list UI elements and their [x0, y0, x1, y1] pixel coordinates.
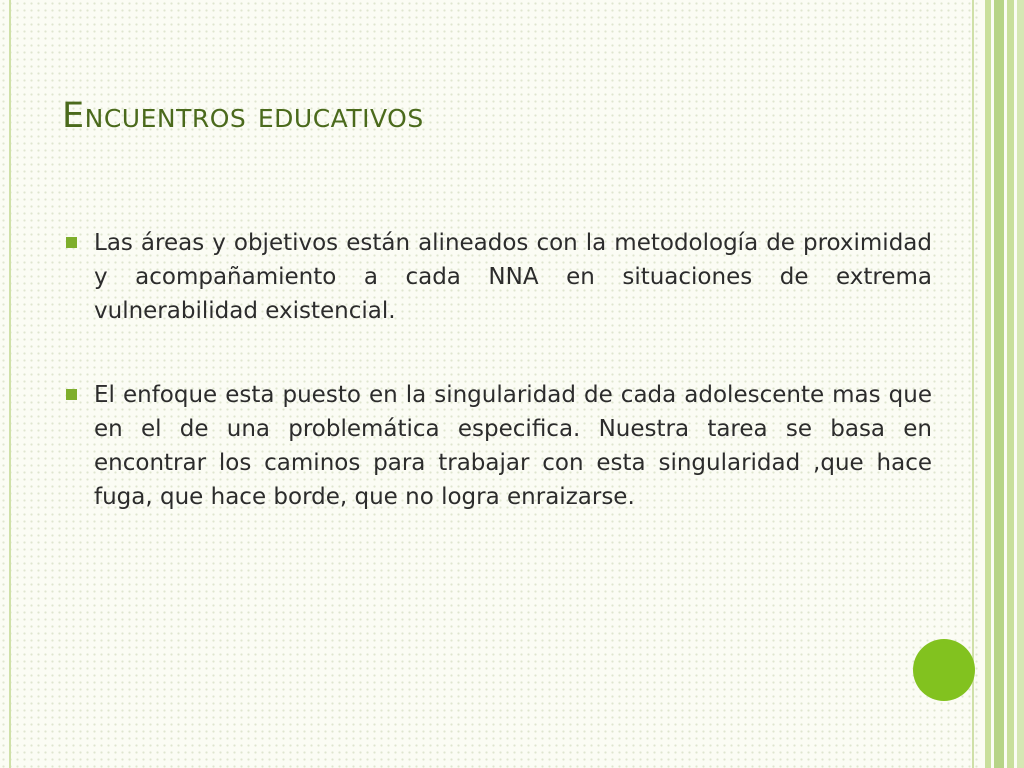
green-circle-decoration — [913, 639, 975, 701]
decorative-stripes — [982, 0, 1024, 768]
bullet-item-2 — [62, 378, 932, 514]
slide-title: Encuentros educativos — [62, 96, 424, 136]
square-bullet-icon — [66, 389, 77, 400]
right-frame-line — [972, 0, 974, 768]
bullet-item-1 — [62, 226, 932, 328]
bullet-list — [62, 226, 932, 564]
left-frame-line — [9, 0, 11, 768]
bullet-text-1: Las áreas y objetivos están alineados con la metodología de proximidad y acompañamiento a cada NNA en situaciones de extrema vulnerabilidad existencial. — [94, 230, 932, 324]
square-bullet-icon — [66, 237, 77, 248]
bullet-text-2: El enfoque esta puesto en la singularidad de cada adolescente mas que en el de una problemática especifica. Nuestra tarea se basa en encontrar los caminos para trabajar con esta singularidad ,que hace fuga, que hace borde, que no logra enraizarse. — [94, 382, 932, 510]
